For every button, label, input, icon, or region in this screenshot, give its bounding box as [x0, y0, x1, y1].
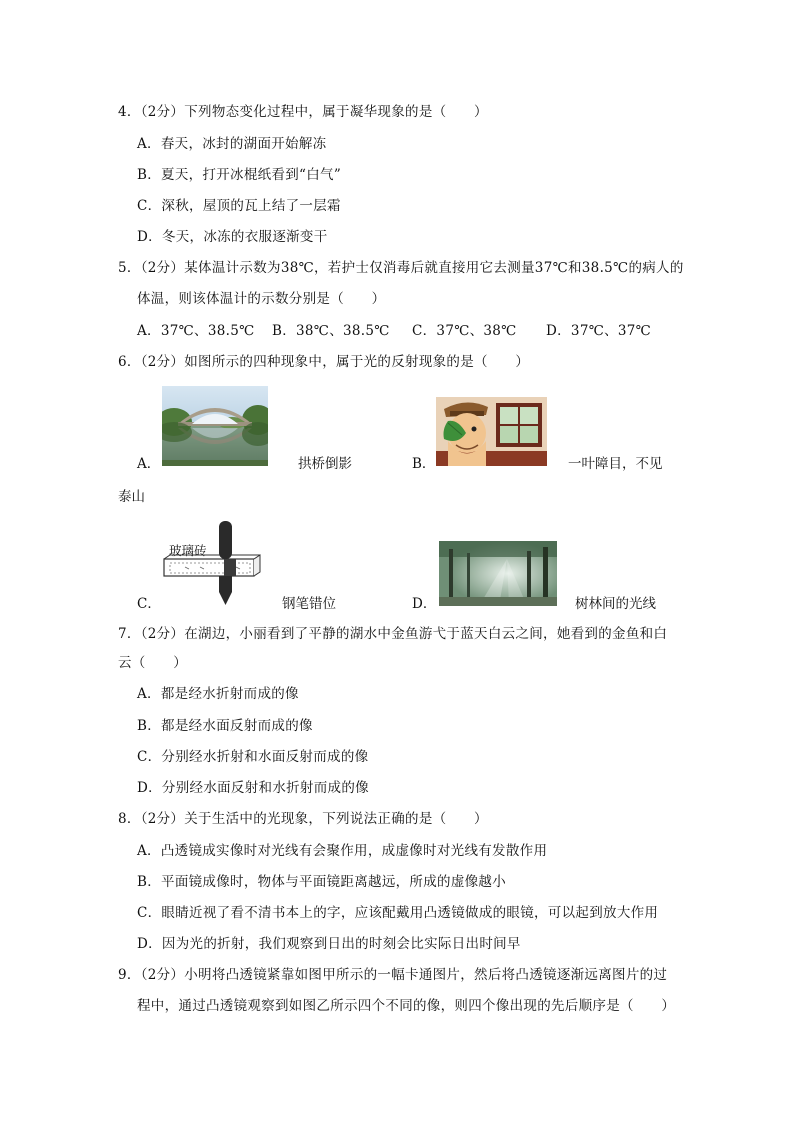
- arch-bridge-reflection-image: [162, 386, 268, 466]
- question-8-option-d: D．因为光的折射，我们观察到日出的时刻会比实际日出时间早: [137, 936, 521, 952]
- question-4-option-a: A．春天，冰封的湖面开始解冻: [137, 136, 327, 152]
- question-4-option-d: D．冬天，冰冻的衣服逐渐变干: [137, 229, 328, 245]
- light-through-trees-image: [439, 541, 557, 606]
- question-6-option-d-letter: D．: [412, 596, 437, 612]
- question-4-option-c: C．深秋，屋顶的瓦上结了一层霜: [137, 198, 341, 214]
- question-5-option-d: D．37℃、37℃: [546, 323, 652, 339]
- question-7-stem-line2: 云（ ）: [118, 655, 187, 671]
- leaf-over-eye-cartoon-image: [436, 397, 547, 466]
- question-7-option-d: D．分别经水面反射和水折射而成的像: [137, 780, 369, 796]
- pen-glass-brick-diagram: [160, 517, 264, 605]
- question-6-option-d-caption: 树林间的光线: [575, 596, 656, 612]
- question-5-option-a: A．37℃、38.5℃: [137, 323, 255, 339]
- question-8-option-a: A．凸透镜成实像时对光线有会聚作用，成虚像时对光线有发散作用: [137, 843, 548, 859]
- question-6-option-a-caption: 拱桥倒影: [298, 456, 352, 472]
- question-6-option-c-letter: C．: [137, 596, 161, 612]
- question-5-stem-line1: 5．（2分）某体温计示数为38℃，若护士仅消毒后就直接用它去测量37℃和38.5℃的病人的: [118, 260, 684, 276]
- question-7-option-c: C．分别经水折射和水面反射而成的像: [137, 749, 369, 765]
- question-4-stem: 4．（2分）下列物态变化过程中，属于凝华现象的是（ ）: [118, 104, 488, 120]
- question-7-option-a: A．都是经水折射而成的像: [137, 686, 299, 702]
- question-6-stem: 6．（2分）如图所示的四种现象中，属于光的反射现象的是（ ）: [118, 354, 530, 370]
- question-8-option-b: B．平面镜成像时，物体与平面镜距离越远，所成的虚像越小: [137, 874, 507, 890]
- question-6-option-a-letter: A．: [137, 456, 161, 472]
- question-5-option-c: C．37℃、38℃: [412, 323, 517, 339]
- question-9-stem-line1: 9．（2分）小明将凸透镜紧靠如图甲所示的一幅卡通图片，然后将凸透镜逐渐远离图片的过: [118, 967, 668, 983]
- question-9-stem-line2: 程中，通过凸透镜观察到如图乙所示四个不同的像，则四个像出现的先后顺序是（ ）: [137, 998, 676, 1014]
- question-6-option-b-letter: B．: [412, 456, 436, 472]
- question-7-stem-line1: 7．（2分）在湖边，小丽看到了平静的湖水中金鱼游弋于蓝天白云之间，她看到的金鱼和白: [118, 626, 668, 642]
- question-6-option-b-caption-part1: 一叶障目，不见: [568, 456, 663, 472]
- question-6-option-b-caption-part2: 泰山: [118, 489, 145, 505]
- question-6-option-c-caption: 钢笔错位: [282, 596, 336, 612]
- question-8-stem: 8．（2分）关于生活中的光现象，下列说法正确的是（ ）: [118, 811, 488, 827]
- question-4-option-b: B．夏天，打开冰棍纸看到“白气”: [137, 167, 342, 183]
- question-5-stem-line2: 体温，则该体温计的示数分别是（ ）: [137, 291, 386, 307]
- question-8-option-c: C．眼睛近视了看不清书本上的字，应该配戴用凸透镜做成的眼镜，可以起到放大作用: [137, 905, 659, 921]
- question-5-option-b: B．38℃、38.5℃: [272, 323, 390, 339]
- glass-brick-label: 玻璃砖: [169, 543, 207, 558]
- question-7-option-b: B．都是经水面反射而成的像: [137, 718, 313, 734]
